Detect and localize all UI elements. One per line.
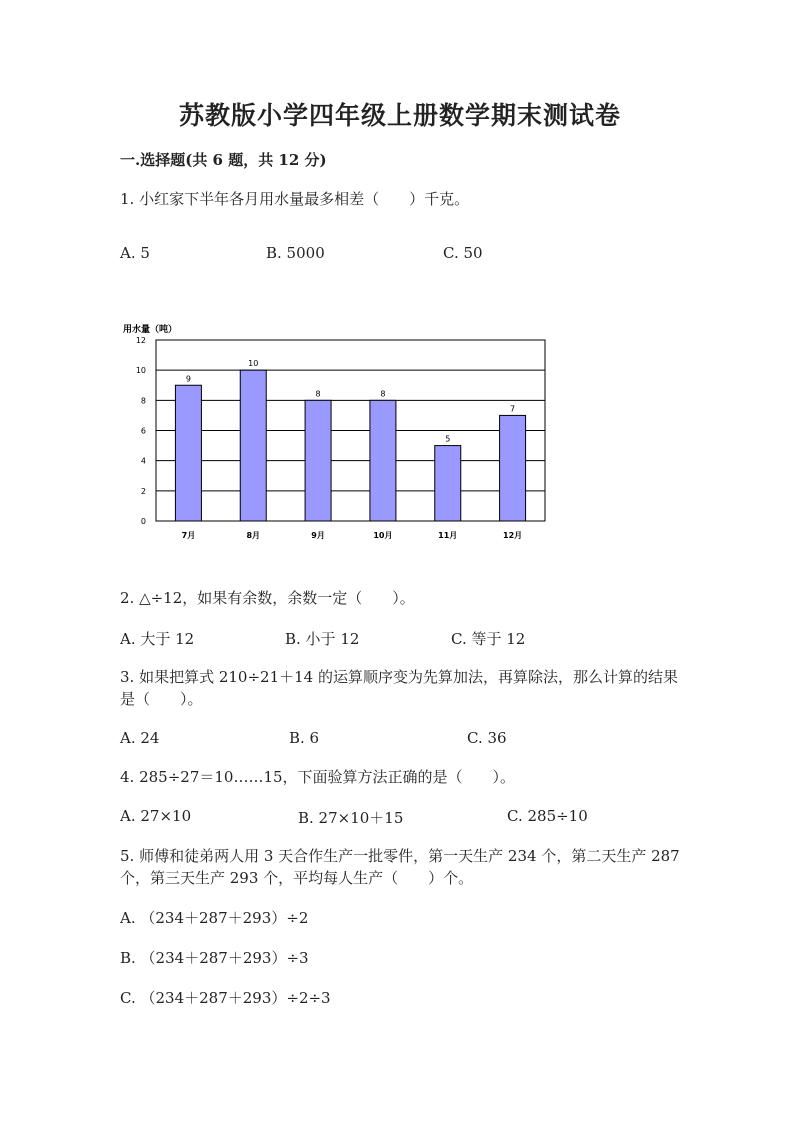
chart-data-label: 9 [185,374,191,384]
chart-bar [435,446,461,521]
question-5-option-b: B. （234＋287＋293）÷3 [120,949,309,967]
chart-y-tick-label: 4 [140,456,146,466]
exam-title: 苏教版小学四年级上册数学期末测试卷 [178,101,621,130]
chart-bar [240,370,266,521]
chart-x-tick-label: 10月 [373,531,393,540]
chart-data-label: 8 [380,389,386,399]
water-usage-bar-chart [120,320,560,550]
question-1-option-b: B. 5000 [266,244,325,262]
question-3-option-b: B. 6 [289,729,320,747]
chart-y-tick-label: 2 [140,486,146,496]
chart-y-tick-label: 0 [140,517,146,526]
question-3-option-c: C. 36 [467,729,507,747]
question-4-option-b: B. 27×10＋15 [298,809,404,827]
question-3-option-a: A. 24 [120,729,160,747]
chart-data-label: 5 [445,434,451,444]
chart-y-axis-label: 用水量（吨） [123,325,178,335]
question-4-option-a: A. 27×10 [120,807,192,825]
question-4: 4. 285÷27＝10……15，下面验算方法正确的是（ ）。 [120,768,516,786]
question-5-option-a: A. （234＋287＋293）÷2 [120,909,309,927]
section-heading: 一.选择题(共 6 题，共 12 分) [120,151,327,169]
question-5-option-c: C. （234＋287＋293）÷2÷3 [120,989,331,1007]
chart-x-tick-label: 11月 [438,531,458,540]
question-2-option-b: B. 小于 12 [285,630,360,648]
chart-y-tick-label: 12 [135,336,146,345]
chart-x-tick-label: 12月 [503,531,523,540]
chart-bar [500,415,526,521]
chart-data-label: 8 [315,389,321,399]
question-1-option-c: C. 50 [443,244,483,262]
question-1-option-a: A. 5 [120,244,150,262]
question-3: 3. 如果把算式 210÷21＋14 的运算顺序变为先算加法，再算除法，那么计算的结果是（ ）。 [120,668,678,708]
chart-data-label: 10 [248,359,259,369]
chart-bar [370,400,396,521]
chart-y-tick-label: 6 [140,426,146,436]
chart-bars [175,370,525,521]
chart-data-label: 7 [510,404,516,414]
question-5: 5. 师傅和徒弟两人用 3 天合作生产一批零件，第一天生产 234 个，第二天生产 287 个，第三天生产 293 个，平均每人生产（ ）个。 [120,847,680,887]
chart-x-tick-label: 7月 [181,531,196,540]
chart-bar [305,400,331,521]
chart-grid [156,370,545,491]
question-2-option-a: A. 大于 12 [120,630,195,648]
chart-y-ticks [136,336,146,526]
chart-y-tick-label: 8 [140,396,146,406]
chart-x-ticks [182,531,523,540]
chart-bar [175,385,201,521]
question-1: 1. 小红家下半年各月用水量最多相差（ ）千克。 [120,190,470,208]
chart-y-tick-label: 10 [135,366,146,376]
chart-x-tick-label: 8月 [246,531,261,540]
question-4-option-c: C. 285÷10 [507,807,588,825]
question-2: 2. △÷12，如果有余数，余数一定（ ）。 [120,589,415,607]
chart-x-tick-label: 9月 [311,531,325,540]
question-2-option-c: C. 等于 12 [451,630,526,648]
